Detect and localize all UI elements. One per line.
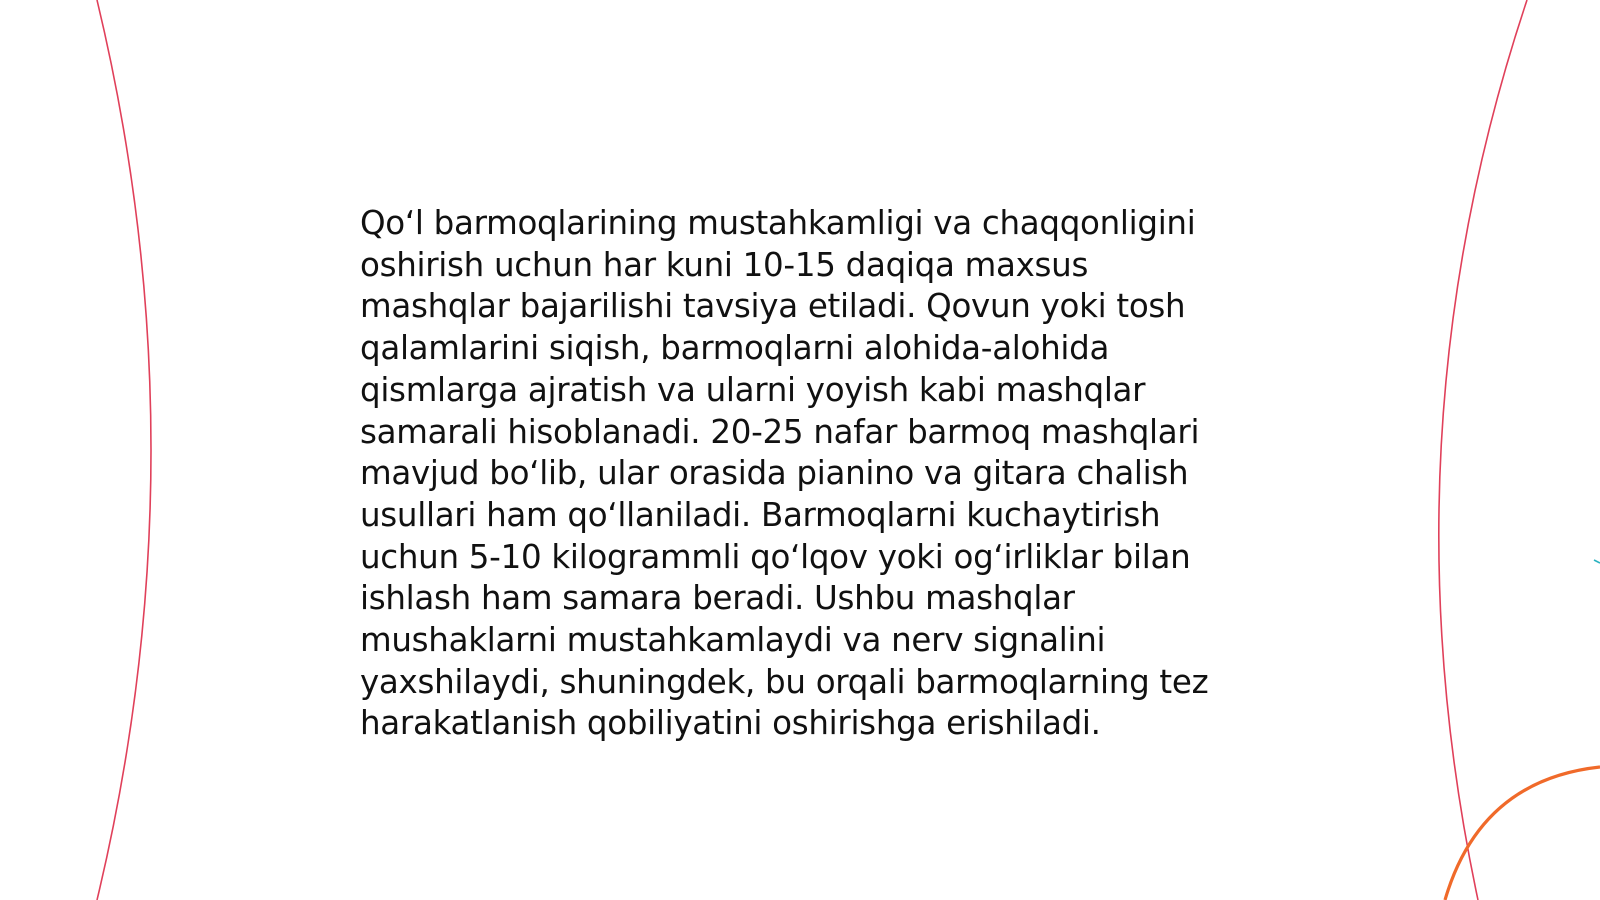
- paragraph-line: harakatlanish qobiliyatini oshirishga erishiladi.: [360, 704, 1101, 743]
- right-curve: [1439, 0, 1527, 900]
- paragraph-line: usullari ham qo‘llaniladi. Barmoqlarni kuchaytirish: [360, 495, 1161, 534]
- paragraph-line: samarali hisoblanadi. 20-25 nafar barmoq mashqlari: [360, 412, 1200, 451]
- orange-arc: [1445, 767, 1600, 900]
- paragraph-line: Qo‘l barmoqlarining mustahkamligi va chaqqonligini: [360, 204, 1196, 242]
- teal-mark: [1594, 560, 1600, 563]
- paragraph-line: mushaklarni mustahkamlaydi va nerv signalini: [360, 621, 1106, 660]
- paragraph-line: ishlash ham samara beradi. Ushbu mashqlar: [360, 579, 1075, 618]
- paragraph-line: qismlarga ajratish va ularni yoyish kabi mashqlar: [360, 370, 1146, 409]
- body-paragraph: [360, 203, 1240, 745]
- left-curve: [97, 0, 151, 900]
- paragraph-line: qalamlarini siqish, barmoqlarni alohida-alohida: [360, 329, 1110, 368]
- paragraph-line: mashqlar bajarilishi tavsiya etiladi. Qovun yoki tosh: [360, 287, 1186, 326]
- paragraph-line: mavjud bo‘lib, ular orasida pianino va gitara chalish: [360, 454, 1189, 493]
- paragraph-line: yaxshilaydi, shuningdek, bu orqali barmoqlarning tez: [360, 662, 1209, 701]
- paragraph-line: uchun 5-10 kilogrammli qo‘lqov yoki og‘irliklar bilan: [360, 537, 1191, 576]
- paragraph-line: oshirish uchun har kuni 10-15 daqiqa maxsus: [360, 245, 1089, 284]
